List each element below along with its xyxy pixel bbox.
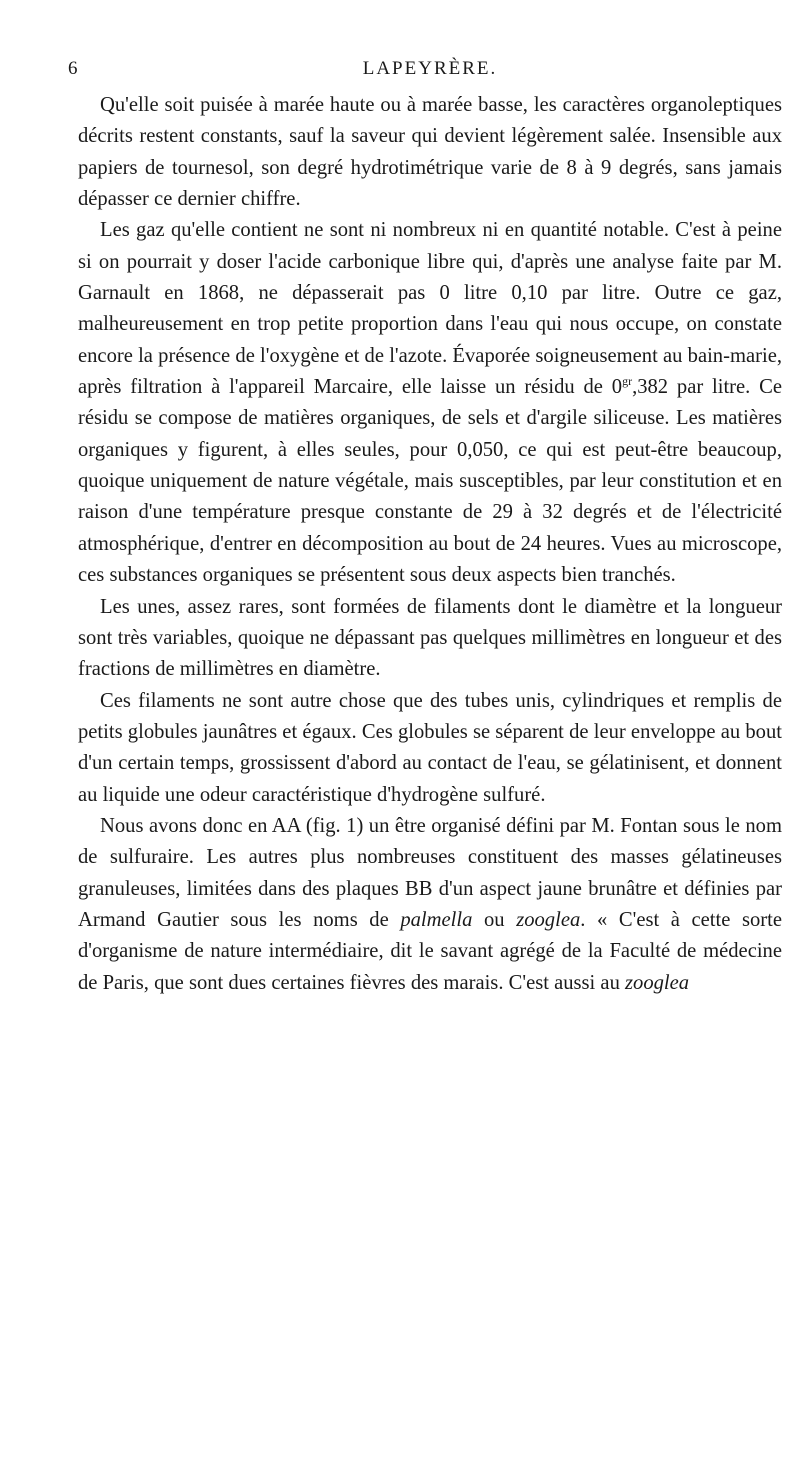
running-title: LAPEYRÈRE. <box>362 58 498 79</box>
paragraph <box>78 90 782 215</box>
paragraph-text: Les gaz qu'elle contient ne sont ni nombreux ni en quantité notable. C'est à peine si on pourrait y doser l'acide carbonique libre qui, d'après une analyse faite par M. Garnault en 1868, ne dépasserait pas 0 litre 0,10 par litre. Outre ce gaz, malheureusement en trop petite proportion dans l'eau qui nous occupe, on constate encore la présence de l'oxygène et de l'azote. Évaporée soigneusement au bain-marie, après filtration à l'appareil Marcaire, elle laisse un résidu de 0 <box>78 219 782 399</box>
paragraph-text: Ces filaments ne sont autre chose que des tubes unis, cylindriques et remplis de petits globules jaunâtres et égaux. Ces globules se séparent de leur enveloppe au bout d'un certain temps, grossissent d'abord au contact de l'eau, se gélatinisent, et donnent au liquide une odeur caractéristique d'hydrogène sulfuré. <box>78 689 782 806</box>
page-number: 6 <box>68 58 80 79</box>
paragraph <box>78 811 782 999</box>
italic-term: zooglea <box>516 908 581 931</box>
italic-term: zooglea <box>625 971 690 994</box>
paragraph <box>78 592 782 686</box>
document-page <box>68 58 783 999</box>
body-text <box>78 90 782 999</box>
paragraph <box>78 686 782 811</box>
paragraph <box>78 215 782 591</box>
italic-term: palmella <box>400 908 473 931</box>
running-head <box>68 58 782 88</box>
unit-superscript: gr <box>622 374 633 389</box>
paragraph-text: Les unes, assez rares, sont formées de filaments dont le diamètre et la longueur sont très variables, quoique ne dépassant pas quelques millimètres en longueur et des fractions de millimètres en diamètre. <box>78 595 782 681</box>
paragraph-text: Nous avons donc en AA (fig. 1) un être organisé défini par M. Fontan sous le nom de sulfuraire. Les autres plus nombreuses constituent des masses gélatineuses granuleuses, limitées dans des plaques BB d'un aspect jaune brunâtre et définies par Armand Gautier sous les noms de <box>78 814 782 931</box>
paragraph-text: Qu'elle soit puisée à marée haute ou à marée basse, les caractères organoleptiques décrits restent constants, sauf la saveur qui devient légèrement salée. Insensible aux papiers de tournesol, son degré hydrotimétrique varie de 8 à 9 degrés, sans jamais dépasser ce dernier chiffre. <box>78 94 782 211</box>
paragraph-text: ,382 par litre. Ce résidu se compose de matières organiques, de sels et d'argile siliceuse. Les matières organiques y figurent, à elles seules, pour 0,050, ce qui est peut-être beaucoup, quoique uniquement de nature végétale, mais susceptibles, par leur constitution et en raison d'une température presque constante de 29 à 32 degrés et de l'électricité atmosphérique, d'entrer en décomposition au bout de 24 heures. Vues au microscope, ces substances organiques se présentent sous deux aspects bien tranchés. <box>78 376 783 587</box>
paragraph-text: ou <box>472 908 517 931</box>
paragraph-text: . « C'est à cette sorte d'organisme de nature intermédiaire, dit le savant agrégé de la Faculté de médecine de Paris, que sont dues certaines fièvres des marais. C'est aussi au <box>78 908 783 994</box>
